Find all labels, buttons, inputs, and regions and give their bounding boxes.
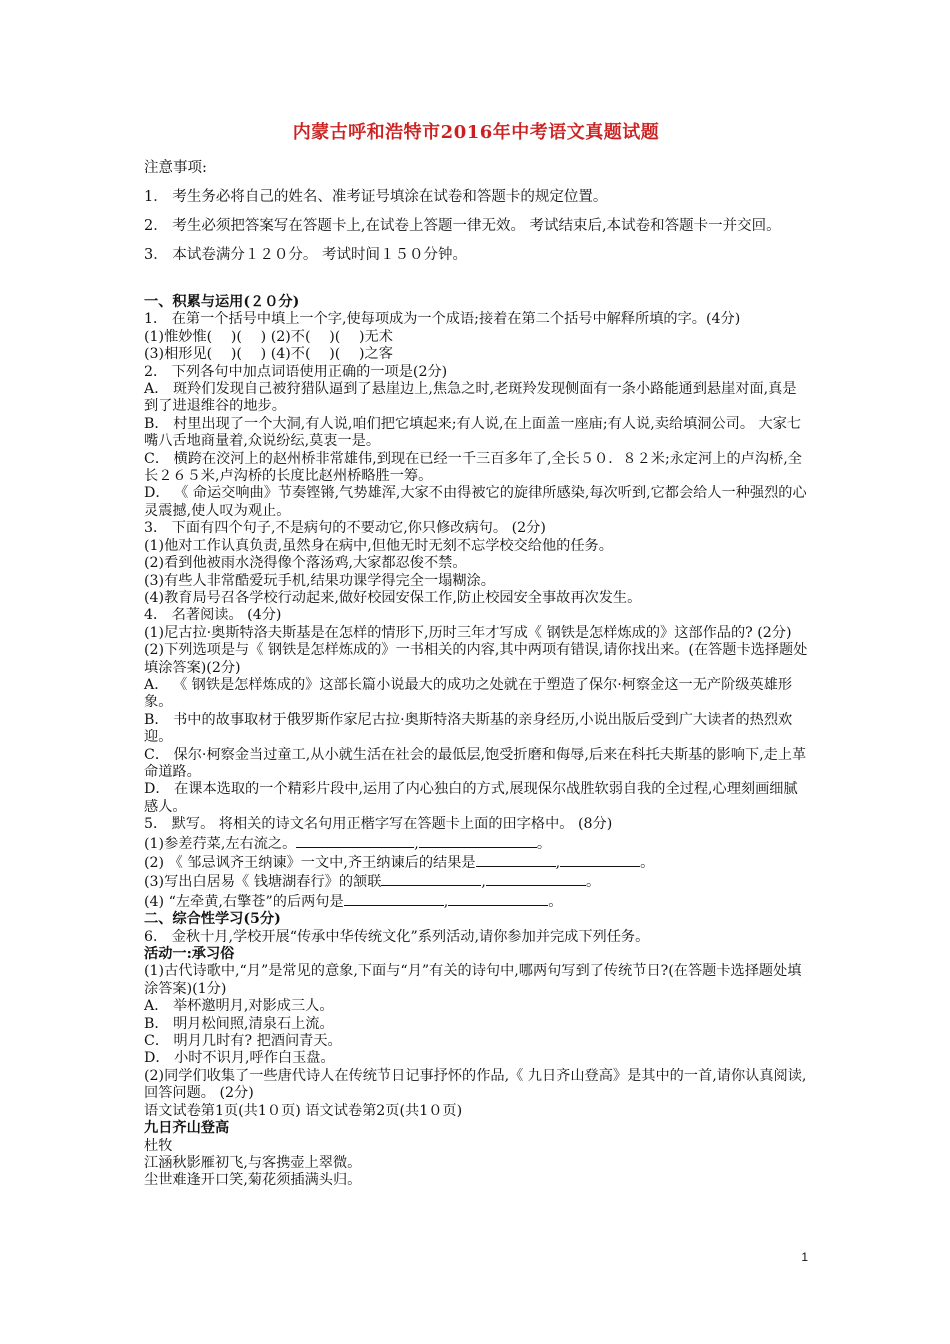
notice-item: 3． 本试卷满分１２０分。 考试时间１５０分钟。 <box>144 247 467 263</box>
question-text: (1)他对工作认真负责,虽然身在病中,但他无时无刻不忘学校交给他的任务。 <box>144 537 613 554</box>
section-heading: 一、积累与运用(２０分) <box>144 294 300 310</box>
notice-item: 1． 考生务必将自己的姓名、准考证号填涂在试卷和答题卡的规定位置。 <box>144 189 608 205</box>
answer-blank <box>419 834 537 848</box>
question-text: (4)教育局号召各学校行动起来,做好校园安保工作,防止校园安全事故再次发生。 <box>144 589 642 606</box>
exam-page <box>144 118 808 1190</box>
question-text: 1． 在第一个括号中填上一个字,使每项成为一个成语;接着在第二个括号中解释所填的字。(4分) <box>144 311 741 328</box>
question-text: 2． 下列各句中加点词语使用正确的一项是(2分) <box>144 363 448 380</box>
question-text: (2)同学们收集了一些唐代诗人在传统节日记事抒怀的作品,《 九日齐山登高》是其中的一首,请你认真阅读,回答问题。 (2分) <box>144 1067 807 1102</box>
question-text: (1)惟妙惟( )( ) (2)不( )( )无术 <box>144 328 393 345</box>
answer-blank <box>476 853 556 867</box>
answer-blank <box>344 892 444 906</box>
answer-blank <box>448 892 548 906</box>
question-text: 4． 名著阅读。 (4分) <box>144 607 282 624</box>
option-text: C． 保尔·柯察金当过童工,从小就生活在社会的最低层,饱受折磨和侮辱,后来在科托夫斯基的影响下,走上革命道路。 <box>144 746 807 780</box>
option-text: A． 举杯邀明月,对影成三人。 <box>144 998 334 1015</box>
option-text: C． 横跨在洨河上的赵州桥非常雄伟,到现在已经一千三百多年了,全长５０．８２米;永定河上的卢沟桥,全长２６５米,卢沟桥的长度比赵州桥略胜一筹。 <box>144 450 802 485</box>
question-text: 6． 金秋十月,学校开展“传承中华传统文化”系列活动,请你参加并完成下列任务。 <box>144 928 650 945</box>
question-text: 5． 默写。 将相关的诗文名句用正楷字写在答题卡上面的田字格中。 (8分) <box>144 816 613 833</box>
fill-line-3: (3)写出白居易《 钱塘湖春行》的颔联 , 。 <box>144 874 601 891</box>
page-number: 1 <box>801 1250 808 1264</box>
question-text: (3)相形见( )( ) (4)不( )( )之客 <box>144 346 393 363</box>
option-text: D． 在课本选取的一个精彩片段中,运用了内心独白的方式,展现保尔战胜软弱自我的全过程,心理刻画细腻感人。 <box>144 781 798 815</box>
notice-block <box>144 156 808 268</box>
page-footer-text: 语文试卷第1页(共1０页) 语文试卷第2页(共1０页) <box>144 1102 463 1119</box>
section-heading: 二、综合性学习(5分) <box>144 911 281 928</box>
option-text: A． 《 钢铁是怎样炼成的》这部长篇小说最大的成功之处就在于塑造了保尔·柯察金这一无产阶级英雄形象。 <box>144 676 793 711</box>
answer-blank <box>486 872 586 886</box>
poem-line: 尘世难逢开口笑,菊花须插满头归。 <box>144 1172 362 1189</box>
fill-line-4: (4) “左牵黄,右擎苍”的后两句是 , 。 <box>144 893 563 910</box>
option-text: A． 斑羚们发现自己被狩猎队逼到了悬崖边上,焦急之时,老斑羚发现侧面有一条小路能通到悬崖对面,真是到了进退维谷的地步。 <box>144 381 797 415</box>
option-text: B． 村里出现了一个大洞,有人说,咱们把它填起来;有人说,在上面盖一座庙;有人说,卖给填洞公司。 大家七嘴八舌地商量着,众说纷纭,莫衷一是。 <box>144 415 802 450</box>
questions <box>144 294 808 1190</box>
fill-line-1: (1)参差荇菜,左右流之。 , 。 <box>144 835 552 852</box>
answer-blank <box>381 872 481 886</box>
option-text: D． 小时不识月,呼作白玉盘。 <box>144 1050 335 1067</box>
notice-item: 2． 考生必须把答案写在答题卡上,在试卷上答题一律无效。 考试结束后,本试卷和答题卡一并交回。 <box>144 218 781 234</box>
fill-line-2: (2) 《 邹忌讽齐王纳谏》一文中,齐王纳谏后的结果是 , 。 <box>144 855 655 871</box>
option-text: B． 明月松间照,清泉石上流。 <box>144 1015 334 1032</box>
option-text: C． 明月几时有? 把酒问青天。 <box>144 1033 342 1050</box>
answer-blank <box>560 853 640 867</box>
question-text: (2)下列选项是与《 钢铁是怎样炼成的》一书相关的内容,其中两项有错误,请你找出来。(在答题卡选择题处填涂答案)(2分) <box>144 642 808 676</box>
poem-author: 杜牧 <box>144 1137 173 1154</box>
question-text: (3)有些人非常酷爱玩手机,结果功课学得完全一塌糊涂。 <box>144 572 495 589</box>
notice-heading: 注意事项: <box>144 160 207 176</box>
question-text: (2)看到他被雨水浇得像个落汤鸡,大家都忍俊不禁。 <box>144 555 467 572</box>
activity-heading: 活动一:承习俗 <box>144 946 235 963</box>
question-text: 3． 下面有四个句子,不是病句的不要动它,你只修改病句。 (2分) <box>144 520 546 537</box>
poem-title: 九日齐山登高 <box>144 1120 230 1137</box>
page-title: 内蒙古呼和浩特市2016年中考语文真题试题 <box>292 122 660 143</box>
option-text: B． 书中的故事取材于俄罗斯作家尼古拉·奥斯特洛夫斯基的亲身经历,小说出版后受到广大读者的热烈欢迎。 <box>144 711 793 746</box>
question-text: (1)古代诗歌中,“月”是常见的意象,下面与“月”有关的诗句中,哪两句写到了传统节日?(在答题卡选择题处填涂答案)(1分) <box>144 963 802 997</box>
option-text: D． 《 命运交响曲》节奏铿锵,气势雄浑,大家不由得被它的旋律所感染,每次听到,它都会给人一种强烈的心灵震撼,使人叹为观止。 <box>144 485 807 519</box>
question-text: (1)尼古拉·奥斯特洛夫斯基是在怎样的情形下,历时三年才写成《 钢铁是怎样炼成的》这部作品的? (2分) <box>144 624 792 641</box>
poem-line: 江涵秋影雁初飞,与客携壶上翠微。 <box>144 1154 362 1171</box>
answer-blank <box>296 834 414 848</box>
